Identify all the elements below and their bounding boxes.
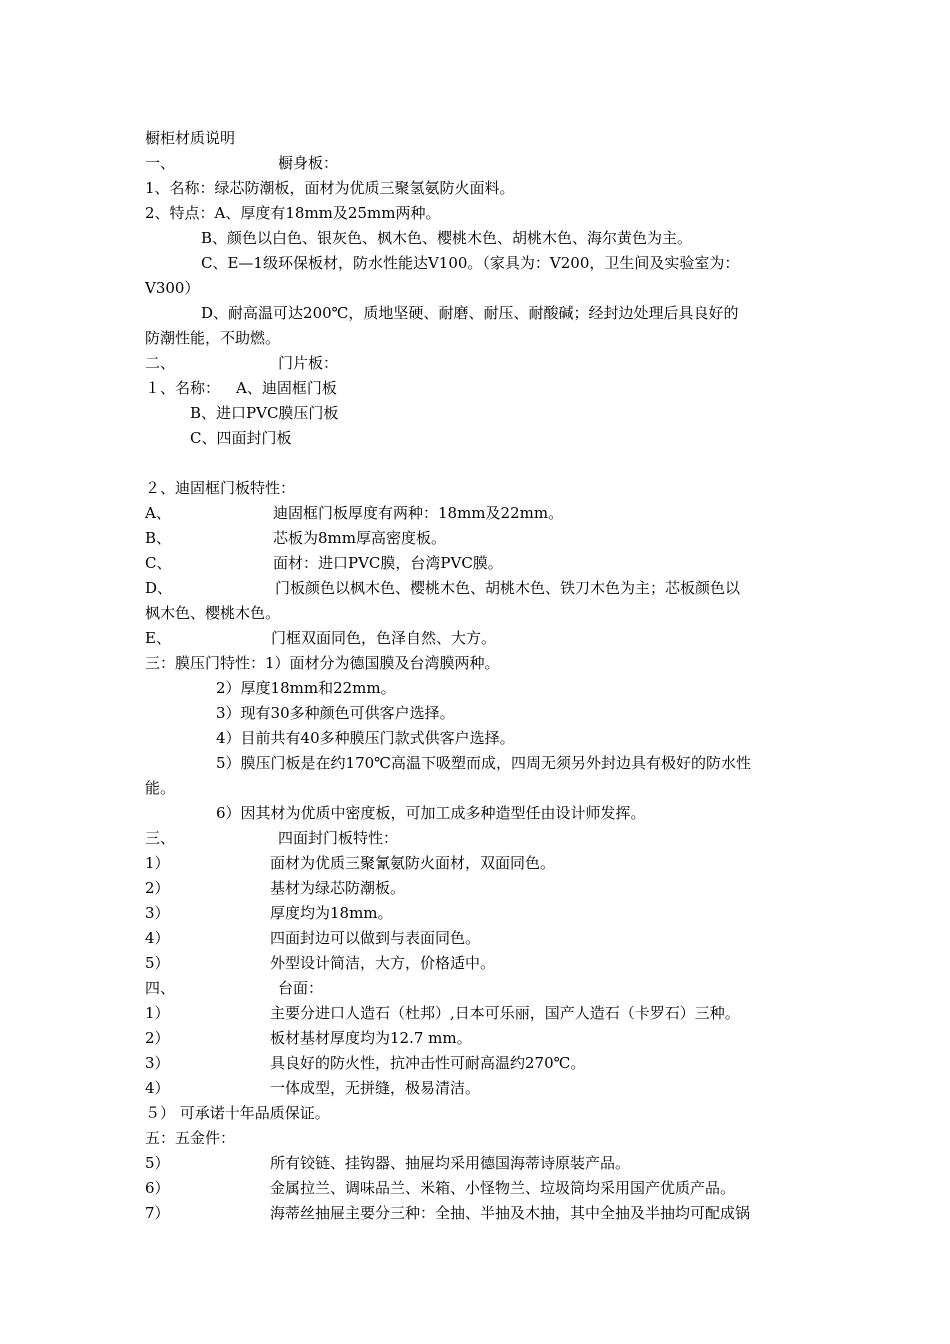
s4-item: 3） 具良好的防火性，抗冲击性可耐高温约270℃。 <box>145 1054 586 1072</box>
s3m-line: 4）目前共有40多种膜压门款式供客户选择。 <box>216 729 515 747</box>
s3m-line: 5）膜压门板是在约170℃高温下吸塑而成，四周无须另外封边具有极好的防水性 <box>216 754 751 772</box>
s5-item: 5） 所有铰链、挂钩器、抽屉均采用德国海蒂诗原装产品。 <box>145 1154 631 1172</box>
s2-sub-heading: ２、迪固框门板特性： <box>145 479 296 497</box>
s3-item: 5） 外型设计简洁，大方，价格适中。 <box>145 954 496 972</box>
section-4-heading: 四、 台面： <box>145 979 324 997</box>
s3-item: 3） 厚度均为18mm。 <box>145 904 393 922</box>
s1-line-4-cont: V300） <box>145 279 200 297</box>
section-5-heading: 五：五金件： <box>145 1129 236 1147</box>
s5-item: 6） 金属拉兰、调味品兰、米箱、小怪物兰、垃圾筒均采用国产优质产品。 <box>145 1179 736 1197</box>
s2-item: D、 门板颜色以枫木色、樱桃木色、胡桃木色、铁刀木色为主；芯板颜色以 <box>145 579 741 597</box>
s1-line-2: 2、特点：A、厚度有18mm及25mm两种。 <box>145 204 441 222</box>
s1-line-4: C、E—1级环保板材，防水性能达V100。（家具为：V200，卫生间及实验室为： <box>201 254 740 272</box>
s4-item: 1） 主要分进口人造石（杜邦）,日本可乐丽，国产人造石（卡罗石）三种。 <box>145 1004 740 1022</box>
s2-name-b: B、进口PVC膜压门板 <box>190 404 339 422</box>
s2-name-line: １、名称： A、迪固框门板 <box>145 379 337 397</box>
s4-guarantee: ５） 可承诺十年品质保证。 <box>145 1104 330 1122</box>
s4-item: 2） 板材基材厚度均为12.7 mm。 <box>145 1029 472 1047</box>
s2-name-c: C、四面封门板 <box>190 429 292 447</box>
s1-line-1: 1、名称：绿芯防潮板，面材为优质三聚氢氨防火面料。 <box>145 179 515 197</box>
s2-item-cont: 枫木色、樱桃木色。 <box>145 604 281 622</box>
s3m-line: 3）现有30多种颜色可供客户选择。 <box>216 704 455 722</box>
s3-item: 4） 四面封边可以做到与表面同色。 <box>145 929 481 947</box>
s3m-line: 2）厚度18mm和22mm。 <box>216 679 396 697</box>
s3m-line: 6）因其材为优质中密度板，可加工成多种造型任由设计师发挥。 <box>216 804 646 822</box>
doc-title: 橱柜材质说明 <box>145 129 236 147</box>
s2-item: C、 面材：进口PVC膜，台湾PVC膜。 <box>145 554 503 572</box>
s3m-line-cont: 能。 <box>145 779 176 797</box>
section-3-heading: 三、 四面封门板特性： <box>145 829 399 847</box>
s5-item: 7） 海蒂丝抽屉主要分三种：全抽、半抽及木抽，其中全抽及半抽均可配成锅 <box>145 1204 751 1222</box>
s3-item: 2） 基材为绿芯防潮板。 <box>145 879 406 897</box>
s1-line-5-cont: 防潮性能，不助燃。 <box>145 329 281 347</box>
section-1-heading: 一、 橱身板： <box>145 154 339 172</box>
s2-item: B、 芯板为8mm厚高密度板。 <box>145 529 446 547</box>
section-2-heading: 二、 门片板： <box>145 354 339 372</box>
s1-line-3: B、颜色以白色、银灰色、枫木色、樱桃木色、胡桃木色、海尔黄色为主。 <box>201 229 693 247</box>
s3m-heading: 三：膜压门特性：1）面材分为德国膜及台湾膜两种。 <box>145 654 500 672</box>
s2-item: E、 门框双面同色，色泽自然、大方。 <box>145 629 497 647</box>
s4-item: 4） 一体成型，无拼缝，极易清洁。 <box>145 1079 481 1097</box>
s2-item: A、 迪固框门板厚度有两种：18mm及22mm。 <box>145 504 564 522</box>
s1-line-5: D、耐高温可达200℃，质地坚硬、耐磨、耐压、耐酸碱；经封边处理后具良好的 <box>201 304 739 322</box>
s3-item: 1） 面材为优质三聚氰氨防火面材，双面同色。 <box>145 854 556 872</box>
